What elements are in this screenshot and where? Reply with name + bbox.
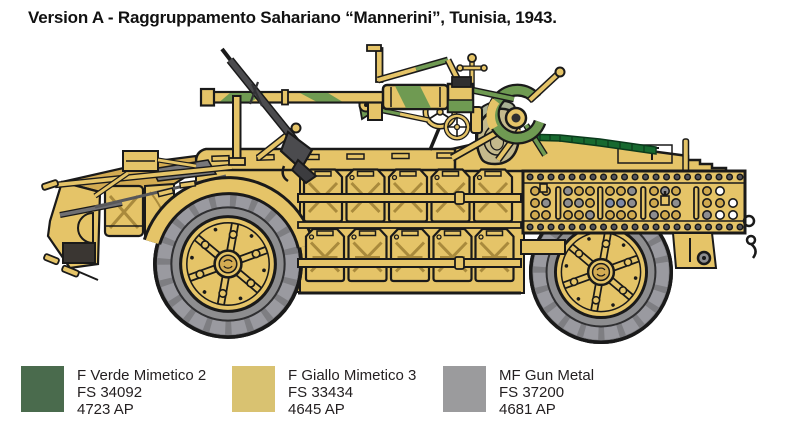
swatch-color-chip (443, 366, 486, 412)
swatch-verde-mimetico (21, 366, 206, 418)
swatch-color-chip (21, 366, 64, 412)
swatch-label: MF Gun Metal (499, 367, 595, 384)
perforated-panel (523, 171, 745, 233)
swatch-ap-code: 4645 AP (288, 401, 345, 418)
swatch-label: F Giallo Mimetico 3 (288, 367, 417, 384)
gun-handwheel (446, 116, 468, 138)
swatch-fs-code: FS 33434 (288, 384, 354, 401)
version-title: Version A - Raggruppamento Sahariano “Mannerini”, Tunisia, 1943. (28, 8, 557, 27)
swatch-fs-code: FS 37200 (499, 384, 565, 401)
swatch-ap-code: 4681 AP (499, 401, 556, 418)
cannon (201, 77, 473, 120)
cowl-jerry-can (105, 186, 143, 236)
jerry-cans (298, 170, 521, 282)
paint-legend (0, 366, 800, 426)
swatch-label: F Verde Mimetico 2 (77, 367, 207, 384)
swatch-fs-code: FS 34092 (77, 384, 143, 401)
swatch-ap-code: 4723 AP (77, 401, 134, 418)
swatch-color-chip (232, 366, 275, 412)
swatch-gun-metal (443, 366, 594, 418)
swatch-giallo-mimetico (232, 366, 416, 418)
